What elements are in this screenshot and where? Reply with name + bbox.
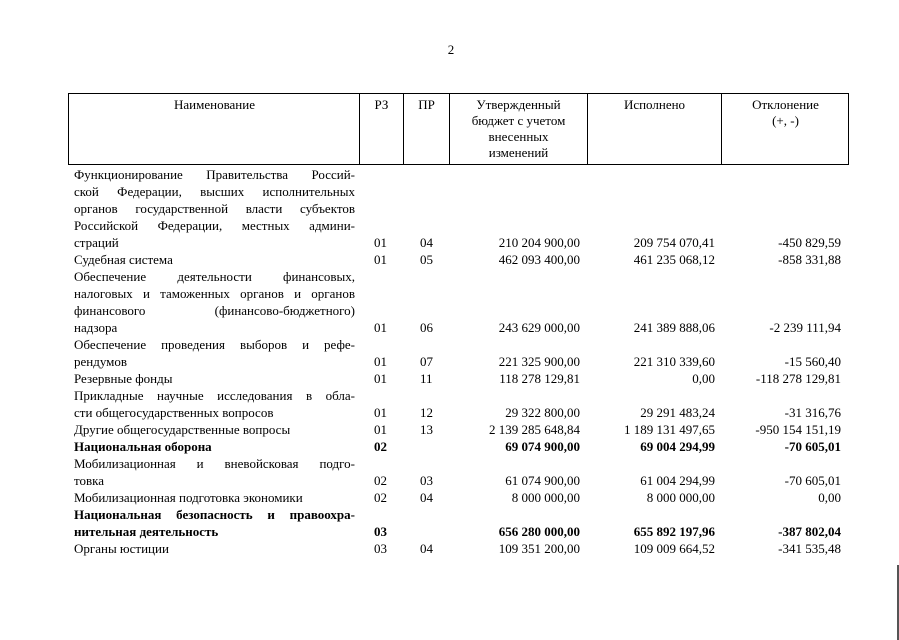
row-executed: 0,00 (692, 371, 715, 386)
header-deviation-line: Отклонение (752, 97, 819, 112)
row-executed: 8 000 000,00 (646, 490, 715, 505)
row-budget: 462 093 400,00 (498, 252, 580, 267)
row-deviation: -118 278 129,81 (755, 371, 841, 386)
row-deviation: -70 605,01 (784, 473, 841, 488)
row-name (74, 336, 355, 370)
row-name (74, 455, 355, 489)
row-rz: 02 (374, 473, 387, 488)
row-rz: 01 (374, 252, 387, 267)
row-budget: 29 322 800,00 (505, 405, 580, 420)
row-name (74, 506, 355, 540)
table-row (0, 370, 899, 387)
row-name (74, 438, 355, 455)
row-deviation: -387 802,04 (778, 524, 841, 539)
row-deviation: -950 154 151,19 (755, 422, 841, 437)
row-pr: 06 (420, 320, 433, 335)
row-name-line: Прикладные научные исследования в обла- (74, 388, 355, 403)
header-name: Наименование (174, 97, 255, 112)
header-executed: Исполнено (623, 97, 686, 112)
row-name-line: Функционирование Правительства Россий- (74, 167, 355, 182)
row-rz: 02 (374, 490, 387, 505)
row-budget: 61 074 900,00 (505, 473, 580, 488)
row-name-line: страций (74, 235, 119, 250)
table-row (0, 540, 899, 557)
row-deviation: -858 331,88 (778, 252, 841, 267)
row-deviation: -15 560,40 (784, 354, 841, 369)
row-rz: 01 (374, 405, 387, 420)
row-name (74, 268, 355, 336)
row-name-line: органов государственной власти субъектов (74, 201, 355, 216)
row-name-line: Российской Федерации, местных админи- (74, 218, 355, 233)
row-name (74, 540, 355, 557)
table-row (0, 455, 899, 489)
row-pr: 12 (420, 405, 433, 420)
row-name-line: финансового (финансово-бюджетного) (74, 303, 355, 318)
row-executed: 61 004 294,99 (640, 473, 715, 488)
row-budget: 8 000 000,00 (511, 490, 580, 505)
row-name-line: рендумов (74, 354, 128, 369)
row-budget: 221 325 900,00 (498, 354, 580, 369)
row-executed: 109 009 664,52 (633, 541, 715, 556)
table-row (0, 268, 899, 336)
row-name-line: Резервные фонды (74, 371, 173, 386)
row-budget: 118 278 129,81 (499, 371, 580, 386)
row-name (74, 370, 355, 387)
row-rz: 01 (374, 320, 387, 335)
header-budget-line: бюджет с учетом (471, 113, 566, 128)
row-budget: 243 629 000,00 (498, 320, 580, 335)
row-executed: 655 892 197,96 (633, 524, 715, 539)
row-name (74, 489, 355, 506)
row-name-line: Судебная система (74, 252, 173, 267)
row-name-line: товка (74, 473, 105, 488)
row-executed: 221 310 339,60 (633, 354, 715, 369)
row-name-line: налоговых и таможенных органов и органов (74, 286, 355, 301)
row-name-line: нительная деятельность (74, 524, 219, 539)
row-rz: 03 (374, 524, 387, 539)
row-name-line: ской Федерации, высших исполнительных (74, 184, 355, 199)
header-budget-line: Утвержденный (476, 97, 561, 112)
header-deviation (722, 94, 849, 164)
header-budget-line: изменений (488, 145, 549, 160)
row-deviation: -341 535,48 (778, 541, 841, 556)
table-row (0, 506, 899, 540)
row-pr: 04 (420, 235, 433, 250)
table-row (0, 251, 899, 268)
row-name (74, 387, 355, 421)
row-rz: 03 (374, 541, 387, 556)
row-deviation: -2 239 111,94 (769, 320, 841, 335)
row-pr: 11 (420, 371, 433, 386)
row-name-line: надзора (74, 320, 118, 335)
row-budget: 210 204 900,00 (498, 235, 580, 250)
row-pr: 07 (420, 354, 433, 369)
row-name-line: Обеспечение деятельности финансовых, (74, 269, 355, 284)
row-budget: 109 351 200,00 (498, 541, 580, 556)
row-name-line: Мобилизационная и вневойсковая подго- (74, 456, 355, 471)
row-executed: 1 189 131 497,65 (624, 422, 715, 437)
table-row (0, 438, 899, 455)
page-number: 2 (447, 42, 455, 57)
row-pr: 13 (420, 422, 433, 437)
table-row (0, 336, 899, 370)
row-budget: 656 280 000,00 (498, 524, 580, 539)
row-rz: 01 (374, 422, 387, 437)
row-name (74, 421, 355, 438)
table-body (0, 166, 899, 557)
row-executed: 29 291 483,24 (640, 405, 715, 420)
table-row (0, 166, 899, 251)
row-name-line: Обеспечение проведения выборов и рефе- (74, 337, 355, 352)
row-executed: 241 389 888,06 (633, 320, 715, 335)
row-executed: 69 004 294,99 (640, 439, 715, 454)
header-budget-line: внесенных (488, 129, 549, 144)
row-executed: 461 235 068,12 (633, 252, 715, 267)
table-header (68, 93, 849, 165)
row-pr: 05 (420, 252, 433, 267)
row-name (74, 166, 355, 251)
row-budget: 69 074 900,00 (505, 439, 580, 454)
table-row (0, 421, 899, 438)
table-row (0, 489, 899, 506)
row-name-line: Национальная оборона (74, 439, 212, 454)
row-pr: 04 (420, 490, 433, 505)
row-name (74, 251, 355, 268)
row-rz: 01 (374, 371, 387, 386)
header-budget (450, 94, 587, 164)
row-deviation: 0,00 (818, 490, 841, 505)
row-pr: 03 (420, 473, 433, 488)
row-name-line: Национальная безопасность и правоохра- (74, 507, 355, 522)
row-rz: 02 (374, 439, 387, 454)
row-deviation: -70 605,01 (784, 439, 841, 454)
header-deviation-line: (+, -) (772, 113, 799, 128)
row-name-line: Другие общегосударственные вопросы (74, 422, 291, 437)
row-name-line: Органы юстиции (74, 541, 169, 556)
row-deviation: -450 829,59 (778, 235, 841, 250)
header-pr: ПР (418, 97, 435, 112)
row-rz: 01 (374, 235, 387, 250)
row-deviation: -31 316,76 (784, 405, 841, 420)
row-name-line: сти общегосударственных вопросов (74, 405, 274, 420)
table-row (0, 387, 899, 421)
header-rz: РЗ (374, 97, 389, 112)
row-name-line: Мобилизационная подготовка экономики (74, 490, 303, 505)
row-pr: 04 (420, 541, 433, 556)
row-executed: 209 754 070,41 (633, 235, 715, 250)
row-budget: 2 139 285 648,84 (489, 422, 580, 437)
row-rz: 01 (374, 354, 387, 369)
